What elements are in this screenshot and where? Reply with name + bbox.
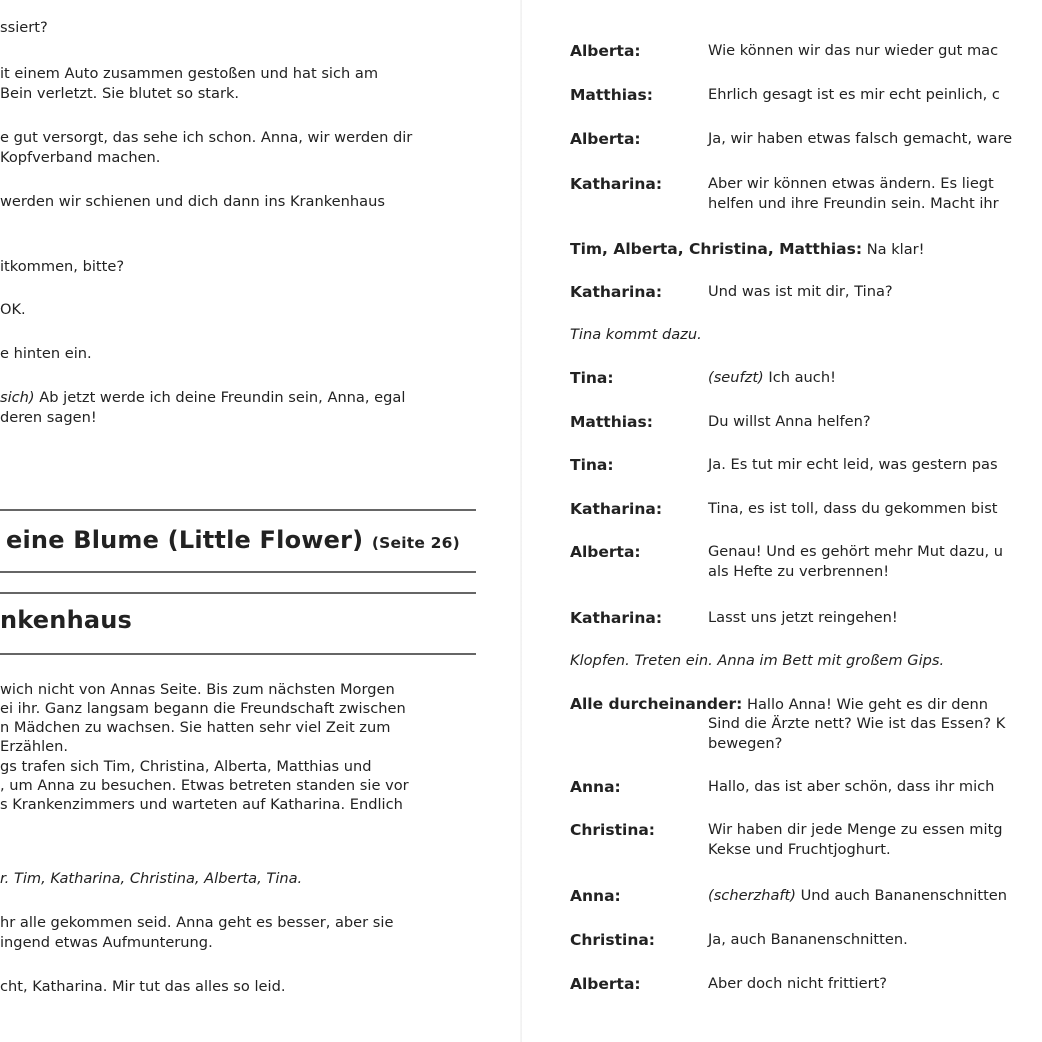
speaker-name: Alle durcheinander:: [570, 695, 743, 713]
speaker-name: Alberta:: [570, 42, 641, 60]
speaker-name: Matthias:: [570, 86, 653, 104]
group-speaker-line: [570, 239, 925, 260]
text-line: itkommen, bitte?: [0, 258, 125, 275]
speech-line: Aber doch nicht frittiert?: [708, 975, 888, 992]
stage-aside: sich): [0, 389, 35, 406]
text-line: Bein verletzt. Sie blutet so stark.: [0, 85, 240, 102]
text-line: cht, Katharina. Mir tut das alles so leid.: [0, 978, 286, 995]
speaker-name: Katharina:: [570, 175, 663, 193]
speaker-name: Tim, Alberta, Christina, Matthias:: [570, 240, 863, 258]
text-line: deren sagen!: [0, 409, 97, 426]
chapter-heading: [6, 526, 460, 554]
speech-line: Hallo Anna! Wie geht es dir denn: [742, 696, 989, 713]
divider: [0, 592, 476, 594]
stage-direction: Klopfen. Treten ein. Anna im Bett mit großem Gips.: [570, 652, 945, 669]
speech-text: Ab jetzt werde ich deine Freundin sein, Anna, egal: [34, 389, 406, 406]
speaker-name: Anna:: [570, 778, 621, 796]
text-line: , um Anna zu besuchen. Etwas betreten standen sie vor: [0, 777, 409, 794]
text-line: s Krankenzimmers und warteten auf Katharina. Endlich: [0, 796, 403, 813]
speech-text: Ich auch!: [763, 369, 836, 386]
text-line: it einem Auto zusammen gestoßen und hat sich am: [0, 65, 379, 82]
text-line: wich nicht von Annas Seite. Bis zum nächsten Morgen: [0, 681, 395, 698]
speaker-name: Tina:: [570, 456, 614, 474]
text-line: [0, 388, 405, 408]
speech-line: Kekse und Fruchtjoghurt.: [708, 841, 891, 858]
speech-line: Ja, auch Bananenschnitten.: [708, 931, 908, 948]
right-page: [522, 0, 1042, 1042]
text-line: ssiert?: [0, 19, 48, 36]
speech-line: Hallo, das ist aber schön, dass ihr mich: [708, 778, 995, 795]
speech-line: Tina, es ist toll, dass du gekommen bist: [708, 500, 998, 517]
text-line: OK.: [0, 301, 26, 318]
speech-line: als Hefte zu verbrennen!: [708, 563, 890, 580]
speaker-name: Matthias:: [570, 413, 653, 431]
stage-direction: Tina kommt dazu.: [570, 326, 702, 343]
section-heading: nkenhaus: [0, 606, 133, 634]
speech-line: Wir haben dir jede Menge zu essen mitg: [708, 821, 1003, 838]
speech-line: Sind die Ärzte nett? Wie ist das Essen? K: [708, 715, 1006, 732]
divider: [0, 509, 476, 511]
speaker-name: Alberta:: [570, 130, 641, 148]
speech-line: Du willst Anna helfen?: [708, 413, 871, 430]
text-line: Erzählen.: [0, 738, 68, 755]
speech-line: Genau! Und es gehört mehr Mut dazu, u: [708, 543, 1003, 560]
text-line: ingend etwas Aufmunterung.: [0, 934, 213, 951]
divider: [0, 571, 476, 573]
divider: [0, 653, 476, 655]
text-line: werden wir schienen und dich dann ins Krankenhaus: [0, 193, 385, 210]
text-line: e gut versorgt, das sehe ich schon. Anna, wir werden dir: [0, 129, 413, 146]
speaker-name: Christina:: [570, 931, 656, 949]
speech-line: [708, 886, 1007, 906]
stage-aside: (seufzt): [708, 369, 764, 386]
speech-line: Ja. Es tut mir echt leid, was gestern pas: [708, 456, 998, 473]
speech-line: Wie können wir das nur wieder gut mac: [708, 42, 999, 59]
speech-line: Ja, wir haben etwas falsch gemacht, ware: [708, 130, 1013, 147]
speech-text: Und auch Bananenschnitten: [795, 887, 1008, 904]
speech-line: Lasst uns jetzt reingehen!: [708, 609, 898, 626]
text-line: gs trafen sich Tim, Christina, Alberta, Matthias und: [0, 758, 372, 775]
page-reference: (Seite 26): [371, 534, 460, 552]
speech-line: helfen und ihre Freundin sein. Macht ihr: [708, 195, 999, 212]
speaker-name: Anna:: [570, 887, 621, 905]
group-speaker-line: [570, 694, 988, 715]
stage-aside: (scherzhaft): [708, 887, 796, 904]
text-line: n Mädchen zu wachsen. Sie hatten sehr viel Zeit zum: [0, 719, 391, 736]
speaker-name: Katharina:: [570, 283, 663, 301]
text-line: ei ihr. Ganz langsam begann die Freundschaft zwischen: [0, 700, 406, 717]
text-line: hr alle gekommen seid. Anna geht es besser, aber sie: [0, 914, 394, 931]
stage-direction: r. Tim, Katharina, Christina, Alberta, Tina.: [0, 870, 303, 887]
speaker-name: Katharina:: [570, 500, 663, 518]
speaker-name: Christina:: [570, 821, 656, 839]
speaker-name: Alberta:: [570, 543, 641, 561]
speech-line: Und was ist mit dir, Tina?: [708, 283, 893, 300]
speaker-name: Katharina:: [570, 609, 663, 627]
chapter-title: eine Blume (Little Flower): [6, 526, 364, 554]
speech-line: bewegen?: [708, 735, 783, 752]
text-line: e hinten ein.: [0, 345, 92, 362]
speaker-name: Alberta:: [570, 975, 641, 993]
text-line: Kopfverband machen.: [0, 149, 161, 166]
speech-line: Ehrlich gesagt ist es mir echt peinlich, c: [708, 86, 1000, 103]
speech-line: Aber wir können etwas ändern. Es liegt: [708, 175, 994, 192]
speech-line: Na klar!: [862, 241, 925, 258]
speaker-name: Tina:: [570, 369, 614, 387]
speech-line: [708, 368, 836, 388]
